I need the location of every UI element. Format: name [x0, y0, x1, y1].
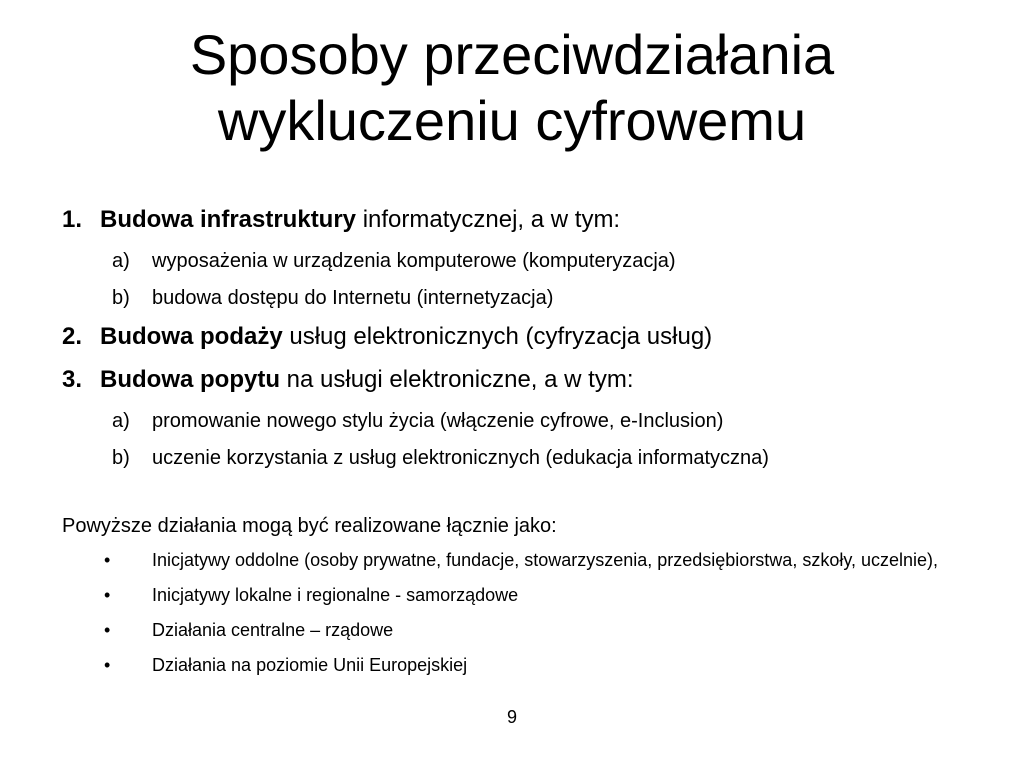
list-item-bold-text: Budowa popytu [100, 366, 280, 393]
bullet-text: Inicjatywy oddolne (osoby prywatne, fundacje, stowarzyszenia, przedsiębiorstwa, szkoły, uczelnie), [152, 550, 939, 570]
sub-item-letter: a) [112, 410, 130, 432]
list-item-bold-text: Budowa podaży [100, 323, 283, 350]
list-item-text: informatycznej, a w tym: [356, 206, 621, 233]
slide-title [0, 22, 1024, 154]
list-item-1 [62, 205, 962, 235]
bullet-icon: • [104, 620, 111, 640]
sub-item-text: wyposażenia w urządzenia komputerowe (komputeryzacja) [152, 250, 676, 272]
list-item-number: 3. [62, 366, 83, 393]
list-item-text: usług elektronicznych (cyfryzacja usług) [282, 323, 713, 350]
numbered-list [62, 205, 962, 482]
bullet-item [100, 548, 962, 572]
sub-item-3a [112, 408, 962, 434]
sub-item-text: uczenie korzystania z usług elektronicznych (edukacja informatyczna) [152, 447, 769, 469]
bullet-text: Działania centralne – rządowe [152, 620, 394, 640]
list-item-number: 1. [62, 206, 83, 233]
bullet-icon: • [104, 655, 111, 675]
list-item-text: na usługi elektroniczne, a w tym: [279, 366, 634, 393]
sub-item-text: promowanie nowego stylu życia (włączenie cyfrowe, e-Inclusion) [152, 410, 724, 432]
sub-item-1b [112, 285, 962, 311]
sub-item-3b [112, 445, 962, 471]
sub-item-text: budowa dostępu do Internetu (internetyzacja) [152, 287, 554, 309]
bullet-item [100, 618, 962, 642]
slide-title-line-2: wykluczeniu cyfrowemu [217, 89, 807, 152]
bullet-item [100, 583, 962, 607]
list-item-number: 2. [62, 323, 83, 350]
bullet-list [100, 548, 962, 688]
list-item-2 [62, 322, 962, 352]
bullet-icon: • [104, 585, 111, 605]
list-item-bold-text: Budowa infrastruktury [100, 206, 357, 233]
list-item-3 [62, 365, 962, 395]
bullet-icon: • [104, 550, 111, 570]
sub-item-1a [112, 248, 962, 274]
bullet-text: Inicjatywy lokalne i regionalne - samorządowe [152, 585, 519, 605]
sub-item-letter: a) [112, 250, 130, 272]
bullet-text: Działania na poziomie Unii Europejskiej [152, 655, 468, 675]
intro-text: Powyższe działania mogą być realizowane łącznie jako: [62, 515, 557, 537]
slide-title-line-1: Sposoby przeciwdziałania [189, 23, 835, 86]
sub-item-letter: b) [112, 447, 130, 469]
sub-item-letter: b) [112, 287, 130, 309]
bullet-item [100, 653, 962, 677]
page-number: 9 [506, 707, 517, 727]
